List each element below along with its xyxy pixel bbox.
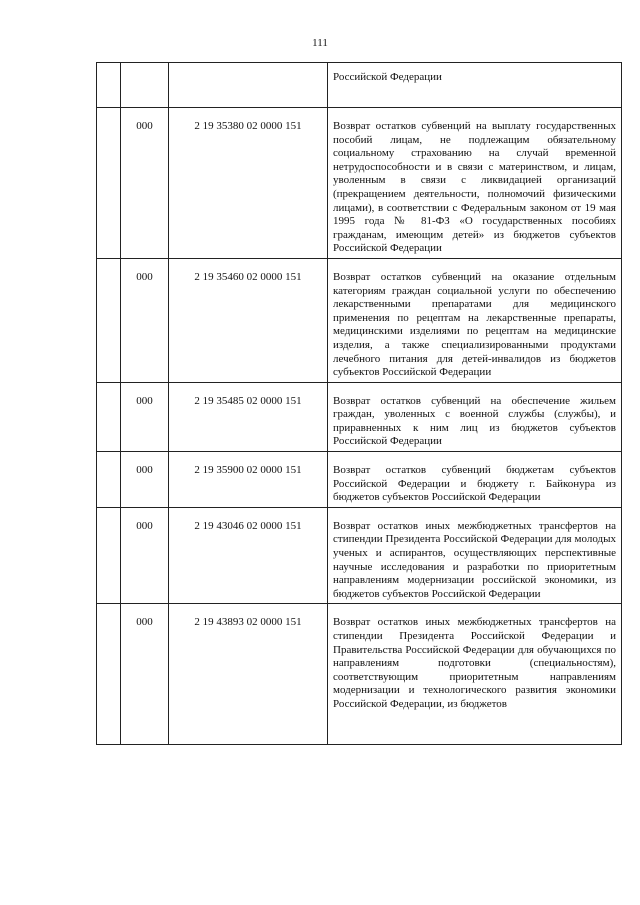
- table-row: [97, 604, 622, 745]
- budget-code-cell: 2 19 35900 02 0000 151: [169, 452, 328, 508]
- budget-code-cell: 2 19 35460 02 0000 151: [169, 258, 328, 382]
- budget-code-cell: 2 19 43893 02 0000 151: [169, 604, 328, 745]
- budget-code-cell: 2 19 35380 02 0000 151: [169, 108, 328, 259]
- admin-code-cell: 000: [121, 258, 169, 382]
- continuation-text: Российской Федерации: [328, 63, 622, 108]
- table-cell-empty: [97, 108, 121, 259]
- table-row: [97, 258, 622, 382]
- admin-code-cell: 000: [121, 507, 169, 604]
- table-row-continuation: [97, 63, 622, 108]
- description-cell: Возврат остатков субвенций на обеспечение жильем граждан, уволенных с военной службы (службы), и приравненных к ним лиц из бюджетов субъектов Российской Федерации: [328, 382, 622, 451]
- budget-classification-table: [96, 62, 622, 745]
- description-cell: Возврат остатков субвенций на оказание отдельным категориям граждан социальной услуги по обеспечению лекарственными препаратами для медицинского применения по рецептам на лекарственные препараты, медицинскими изделиями по рецептам на медицинские изделия, а также специализированными продуктами лечебного питания для детей-инвалидов из бюджетов субъектов Российской Федерации: [328, 258, 622, 382]
- admin-code-cell: 000: [121, 382, 169, 451]
- description-cell: Возврат остатков иных межбюджетных трансфертов на стипендии Президента Российской Федерации для молодых ученых и аспирантов, осуществляющих перспективные научные исследования и разработки по приоритетным направлениям модернизации российской экономики, из бюджетов субъектов Российской Федерации: [328, 507, 622, 604]
- budget-code-cell: 2 19 43046 02 0000 151: [169, 507, 328, 604]
- table-row: [97, 108, 622, 259]
- description-cell: Возврат остатков субвенций на выплату государственных пособий лицам, не подлежащим обязательному социальному страхованию на случай временной нетрудоспособности и в связи с материнством, и лицам, уволенным в связи с ликвидацией организаций (прекращением деятельности, полномочий физическими лицами), в соответствии с Федеральным законом от 19 мая 1995 года № 81-ФЗ «О государственных пособиях гражданам, имеющим детей» из бюджетов субъектов Российской Федерации: [328, 108, 622, 259]
- table-row: [97, 452, 622, 508]
- table-cell-empty: [97, 452, 121, 508]
- table-cell-empty: [121, 63, 169, 108]
- table-row: [97, 507, 622, 604]
- table-cell-empty: [97, 604, 121, 745]
- table-cell-empty: [169, 63, 328, 108]
- budget-code-cell: 2 19 35485 02 0000 151: [169, 382, 328, 451]
- table-cell-empty: [97, 507, 121, 604]
- admin-code-cell: 000: [121, 452, 169, 508]
- table-cell-empty: [97, 382, 121, 451]
- admin-code-cell: 000: [121, 604, 169, 745]
- page-number: 111: [312, 37, 328, 49]
- table-cell-empty: [97, 63, 121, 108]
- description-cell: Возврат остатков иных межбюджетных трансфертов на стипендии Президента Российской Федерации и Правительства Российской Федерации для обучающихся по направлениям подготовки (специальностям), соответствующим приоритетным направлениям модернизации и технологического развития экономики Российской Федерации, из бюджетов: [328, 604, 622, 745]
- table-row: [97, 382, 622, 451]
- description-cell: Возврат остатков субвенций бюджетам субъектов Российской Федерации и бюджету г. Байконура из бюджетов субъектов Российской Федерации: [328, 452, 622, 508]
- admin-code-cell: 000: [121, 108, 169, 259]
- table-cell-empty: [97, 258, 121, 382]
